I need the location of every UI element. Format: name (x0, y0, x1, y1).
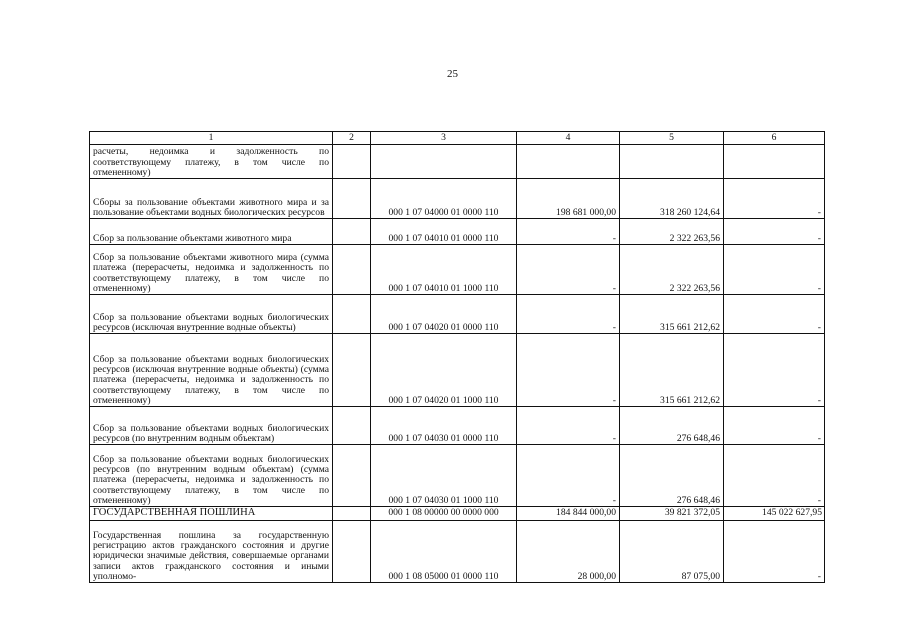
row-code: 000 1 08 00000 00 0000 000 (371, 507, 517, 521)
row-value-5: 315 661 212,62 (620, 295, 724, 334)
row-description: Сбор за пользование объектами водных биологических ресурсов (исключая внутренние водные объекты) (90, 295, 333, 334)
row-description: Сборы за пользование объектами животного мира и за пользование объектами водных биологических ресурсов (90, 179, 333, 219)
row-col2 (333, 445, 371, 507)
row-value-4: - (517, 407, 620, 445)
row-value-4: 28 000,00 (517, 521, 620, 583)
table-row (90, 521, 825, 583)
col-header-1: 1 (90, 132, 333, 145)
row-value-4: 198 681 000,00 (517, 179, 620, 219)
row-value-4: - (517, 245, 620, 295)
row-code: 000 1 07 04010 01 1000 110 (371, 245, 517, 295)
budget-table (89, 131, 825, 583)
row-col2 (333, 507, 371, 521)
col-header-2: 2 (333, 132, 371, 145)
row-value-4: - (517, 334, 620, 407)
col-header-4: 4 (517, 132, 620, 145)
table-row (90, 145, 825, 179)
row-col2 (333, 334, 371, 407)
table-row (90, 219, 825, 245)
page-number: 25 (447, 68, 458, 80)
row-code: 000 1 07 04020 01 0000 110 (371, 295, 517, 334)
row-value-4: - (517, 295, 620, 334)
row-value-6: - (724, 245, 825, 295)
row-value-5: 276 648,46 (620, 407, 724, 445)
row-value-6: - (724, 219, 825, 245)
row-col2 (333, 179, 371, 219)
row-value-5: 2 322 263,56 (620, 219, 724, 245)
row-code (371, 145, 517, 179)
header-row (90, 132, 825, 145)
row-value-5: 2 322 263,56 (620, 245, 724, 295)
col-header-5: 5 (620, 132, 724, 145)
row-description: Сбор за пользование объектами водных биологических ресурсов (исключая внутренние водные объекты) (сумма платежа (перерасчеты, недоимка и задолженность по соответствующему платежу, в том числе по отмененному) (90, 334, 333, 407)
row-value-5: 39 821 372,05 (620, 507, 724, 521)
row-col2 (333, 245, 371, 295)
row-col2 (333, 521, 371, 583)
table-row (90, 179, 825, 219)
row-description: Государственная пошлина за государственную регистрацию актов гражданского состояния и другие юридически значимые действия, совершаемые органами записи актов гражданского состояния и иными уполномо- (90, 521, 333, 583)
row-description: Сбор за пользование объектами животного мира (сумма платежа (перерасчеты, недоимка и задолженность по соответствующему платежу, в том числе по отмененному) (90, 245, 333, 295)
row-value-5: 87 075,00 (620, 521, 724, 583)
table-row (90, 334, 825, 407)
row-value-5: 276 648,46 (620, 445, 724, 507)
row-value-6 (724, 145, 825, 179)
row-value-5: 318 260 124,64 (620, 179, 724, 219)
row-value-5 (620, 145, 724, 179)
col-header-3: 3 (371, 132, 517, 145)
row-value-4: 184 844 000,00 (517, 507, 620, 521)
row-code: 000 1 08 05000 01 0000 110 (371, 521, 517, 583)
table-row (90, 245, 825, 295)
row-value-6: 145 022 627,95 (724, 507, 825, 521)
row-col2 (333, 295, 371, 334)
row-col2 (333, 145, 371, 179)
row-value-4: - (517, 445, 620, 507)
col-header-6: 6 (724, 132, 825, 145)
table-row (90, 295, 825, 334)
row-value-5: 315 661 212,62 (620, 334, 724, 407)
row-description: расчеты, недоимка и задолженность по соответствующему платежу, в том числе по отмененному) (90, 145, 333, 179)
row-col2 (333, 219, 371, 245)
row-code: 000 1 07 04030 01 0000 110 (371, 407, 517, 445)
row-code: 000 1 07 04020 01 1000 110 (371, 334, 517, 407)
row-description: Сбор за пользование объектами животного мира (90, 219, 333, 245)
row-description: ГОСУДАРСТВЕННАЯ ПОШЛИНА (90, 507, 333, 521)
row-value-6: - (724, 445, 825, 507)
row-col2 (333, 407, 371, 445)
row-code: 000 1 07 04000 01 0000 110 (371, 179, 517, 219)
table-row (90, 407, 825, 445)
row-value-6: - (724, 295, 825, 334)
row-description: Сбор за пользование объектами водных биологических ресурсов (по внутренним водным объектам) (сумма платежа (перерасчеты, недоимка и задолженность по соответствующему платежу, в том числе по отмененному) (90, 445, 333, 507)
row-value-6: - (724, 407, 825, 445)
row-value-6: - (724, 334, 825, 407)
table-row (90, 507, 825, 521)
row-code: 000 1 07 04010 01 0000 110 (371, 219, 517, 245)
row-value-6: - (724, 179, 825, 219)
row-value-4 (517, 145, 620, 179)
table-row (90, 445, 825, 507)
row-code: 000 1 07 04030 01 1000 110 (371, 445, 517, 507)
row-description: Сбор за пользование объектами водных биологических ресурсов (по внутренним водным объектам) (90, 407, 333, 445)
row-value-6: - (724, 521, 825, 583)
row-value-4: - (517, 219, 620, 245)
